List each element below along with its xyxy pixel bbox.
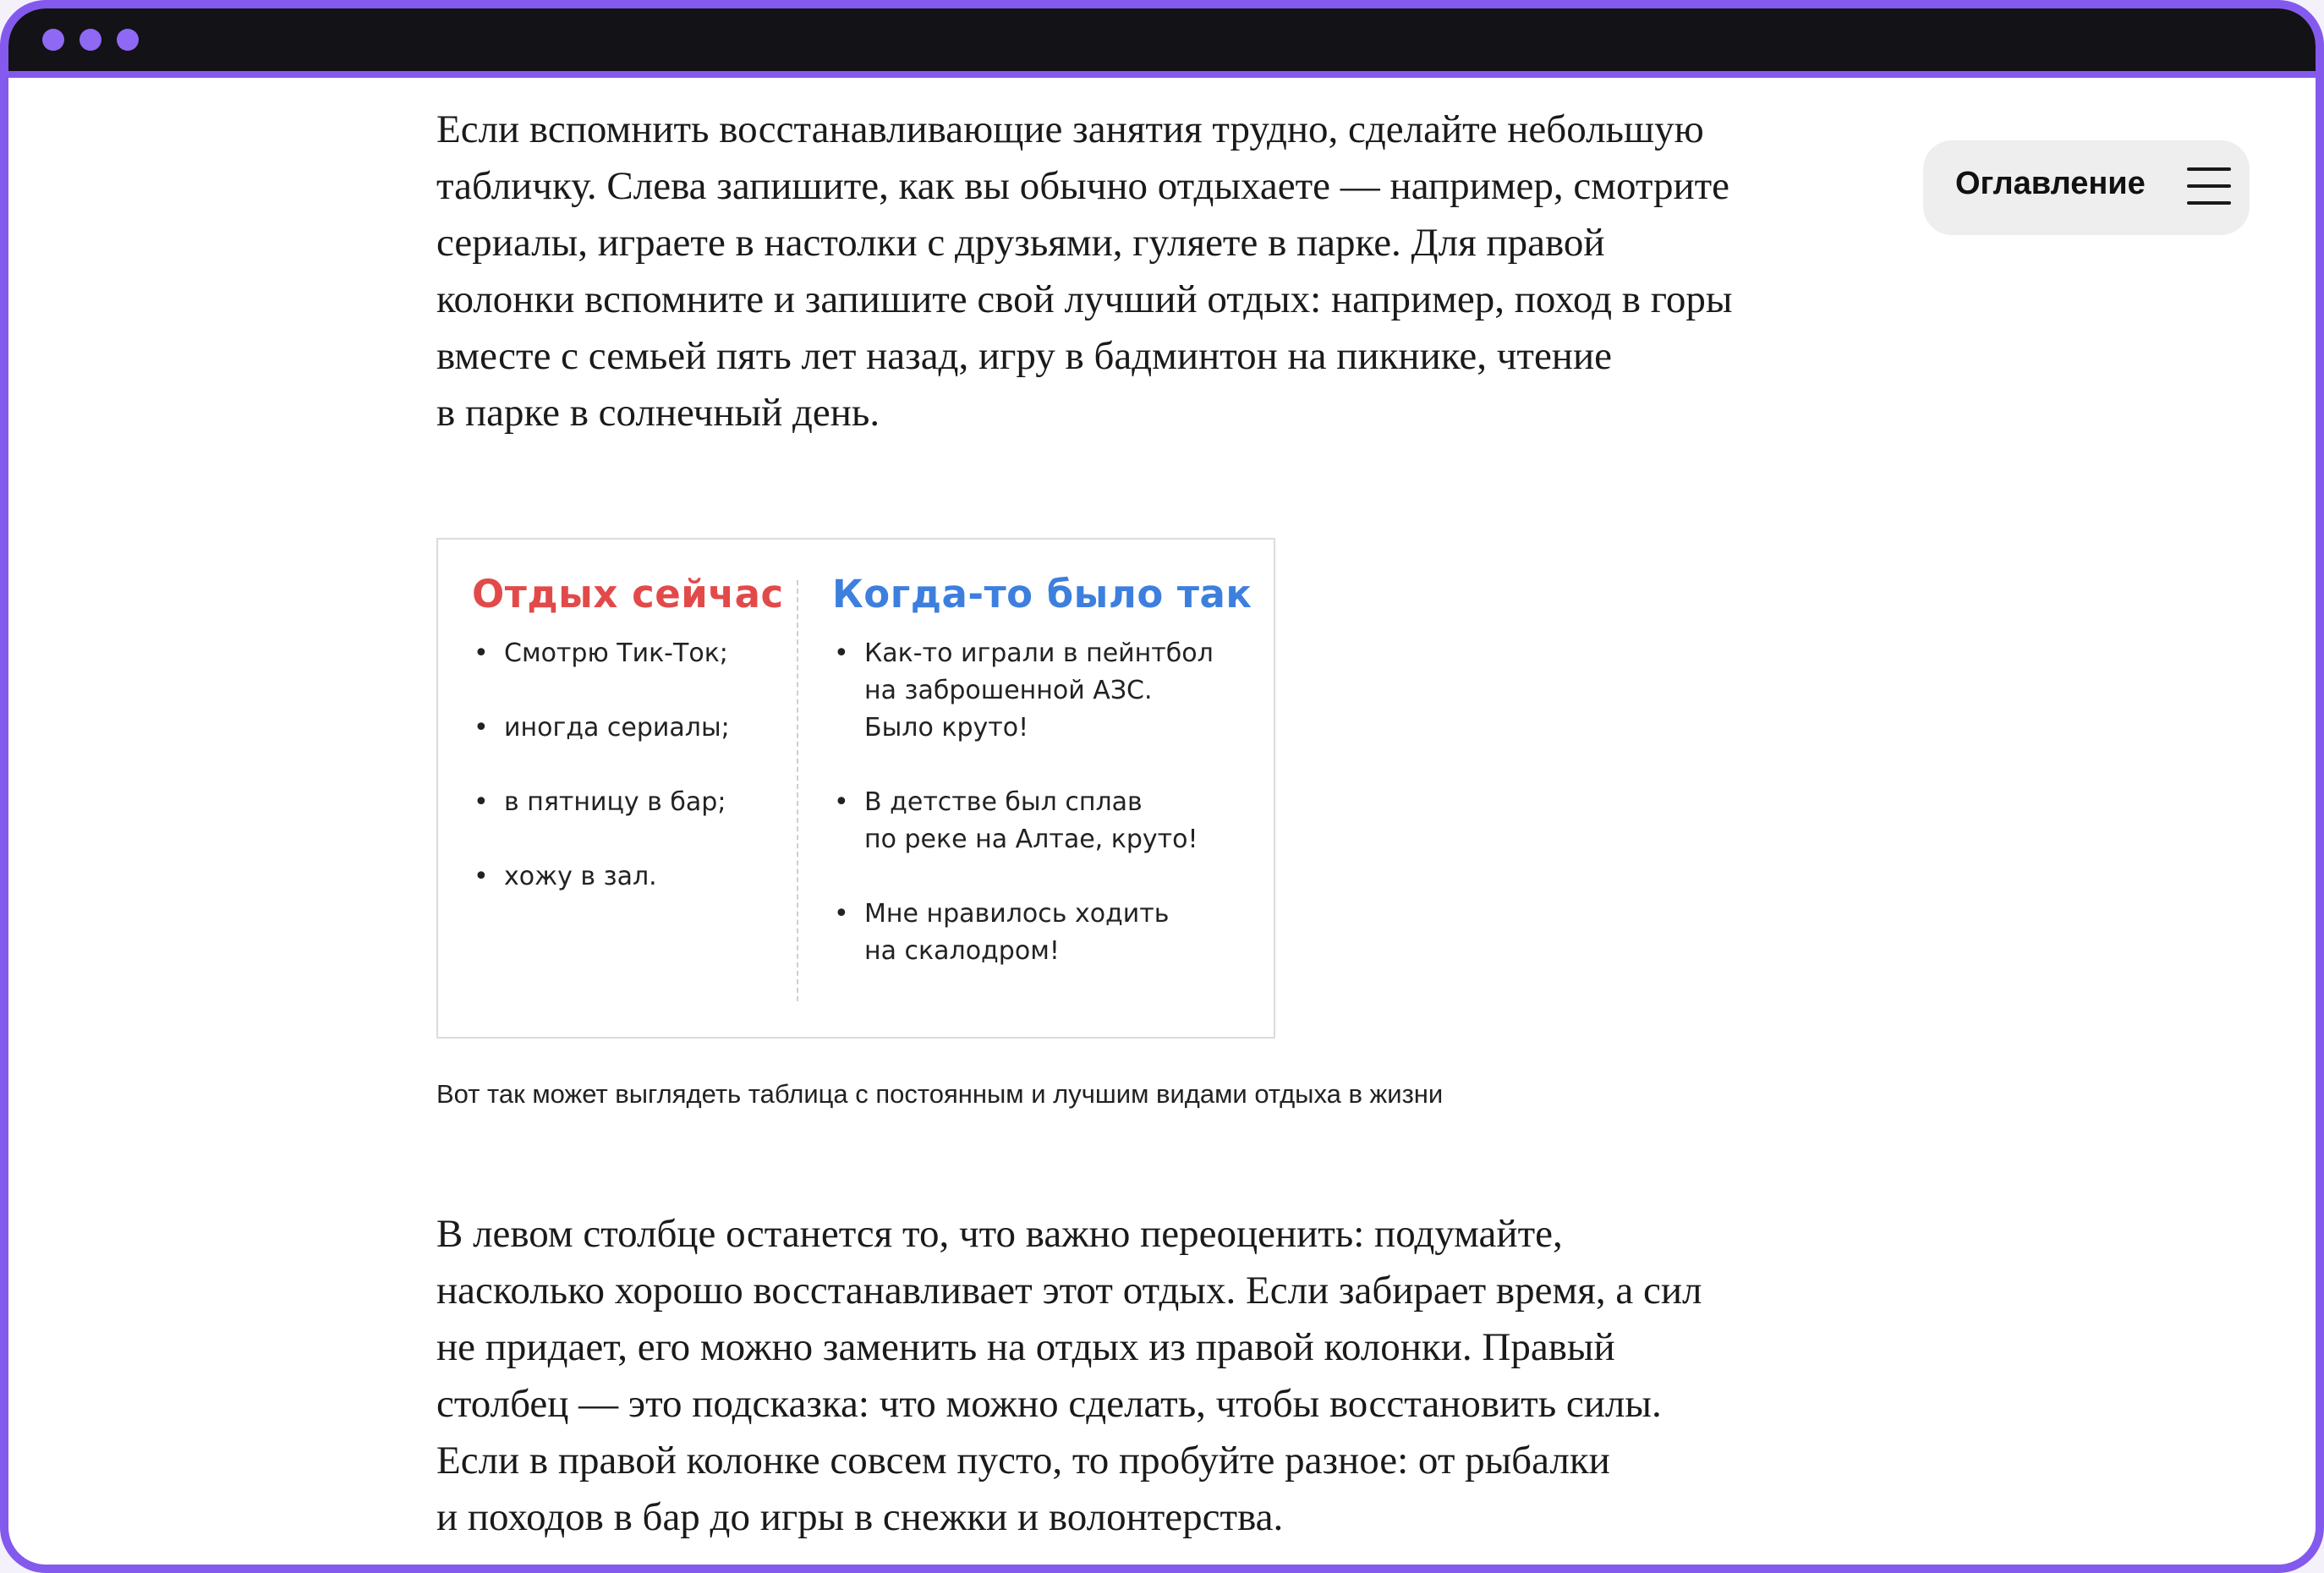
table-of-contents-button[interactable] bbox=[1923, 140, 2250, 235]
article-page bbox=[8, 78, 2316, 1565]
column-title-rest-before: Когда-то было так bbox=[832, 572, 1252, 617]
paragraph-line: и походов в бар до игры в снежки и волонтерства. bbox=[436, 1495, 1284, 1539]
paragraph-line: табличку. Слева запишите, как вы обычно отдыхаете — например, смотрите bbox=[436, 164, 1729, 208]
title-bar bbox=[8, 8, 2316, 78]
paragraph-line: вместе с семьей пять лет назад, игру в бадминтон на пикнике, чтение bbox=[436, 334, 1612, 378]
list-item bbox=[832, 896, 1255, 970]
window-dot-icon[interactable] bbox=[42, 29, 64, 51]
list-item bbox=[472, 784, 793, 821]
paragraph-line: Если в правой колонке совсем пусто, то пробуйте разное: от рыбалки bbox=[436, 1439, 1610, 1483]
intro-paragraph bbox=[436, 101, 1732, 441]
paragraph-line: в парке в солнечный день. bbox=[436, 391, 880, 435]
list-item bbox=[832, 784, 1255, 858]
list-item-text: • в пятницу в бар; bbox=[504, 787, 726, 817]
list-item-text: • Мне нравилось ходить bbox=[864, 899, 1170, 929]
column-divider bbox=[797, 580, 798, 1001]
list-item-text: по реке на Алтае, круто! bbox=[864, 825, 1198, 854]
list-item-text: • иногда сериалы; bbox=[504, 713, 730, 743]
rest-now-list bbox=[472, 635, 793, 896]
rest-comparison-figure bbox=[436, 538, 1275, 1039]
outro-paragraph bbox=[436, 1206, 1702, 1546]
list-item-text: • хожу в зал. bbox=[504, 862, 657, 891]
paragraph-line: столбец — это подсказка: что можно сделать, чтобы восстановить силы. bbox=[436, 1382, 1662, 1426]
window-dot-icon[interactable] bbox=[79, 29, 101, 51]
rest-before-list bbox=[832, 635, 1255, 970]
paragraph-line: сериалы, играете в настолки с друзьями, гуляете в парке. Для правой bbox=[436, 221, 1605, 265]
paragraph-line: В левом столбце останется то, что важно переоценить: подумайте, bbox=[436, 1212, 1563, 1256]
window-dot-icon[interactable] bbox=[117, 29, 139, 51]
column-rest-before bbox=[832, 572, 1255, 1007]
paragraph-line: колонки вспомните и запишите свой лучший отдых: например, поход в горы bbox=[436, 277, 1733, 321]
list-item-text: • В детстве был сплав bbox=[864, 787, 1143, 817]
list-item-text: на скалодром! bbox=[864, 936, 1060, 966]
paragraph-line: не придает, его можно заменить на отдых из правой колонки. Правый bbox=[436, 1325, 1615, 1369]
list-item-text: на заброшенной АЗС. bbox=[864, 676, 1153, 705]
paragraph-line: Если вспомнить восстанавливающие занятия трудно, сделайте небольшую bbox=[436, 107, 1704, 151]
column-rest-now bbox=[472, 572, 793, 933]
list-item bbox=[472, 858, 793, 896]
hamburger-menu-icon bbox=[2187, 167, 2231, 205]
paragraph-line: насколько хорошо восстанавливает этот отдых. Если забирает время, а сил bbox=[436, 1269, 1702, 1313]
column-title-rest-now: Отдых сейчас bbox=[472, 572, 784, 617]
toc-label: Оглавление bbox=[1955, 166, 2146, 201]
list-item bbox=[832, 635, 1255, 747]
list-item bbox=[472, 710, 793, 747]
list-item-text: • Как-то играли в пейнтбол bbox=[864, 639, 1214, 668]
list-item-text: Было круто! bbox=[864, 713, 1029, 743]
figure-caption: Вот так может выглядеть таблица с постоянным и лучшим видами отдыха в жизни bbox=[436, 1079, 1444, 1109]
list-item-text: • Смотрю Тик-Ток; bbox=[504, 639, 728, 668]
list-item bbox=[472, 635, 793, 672]
